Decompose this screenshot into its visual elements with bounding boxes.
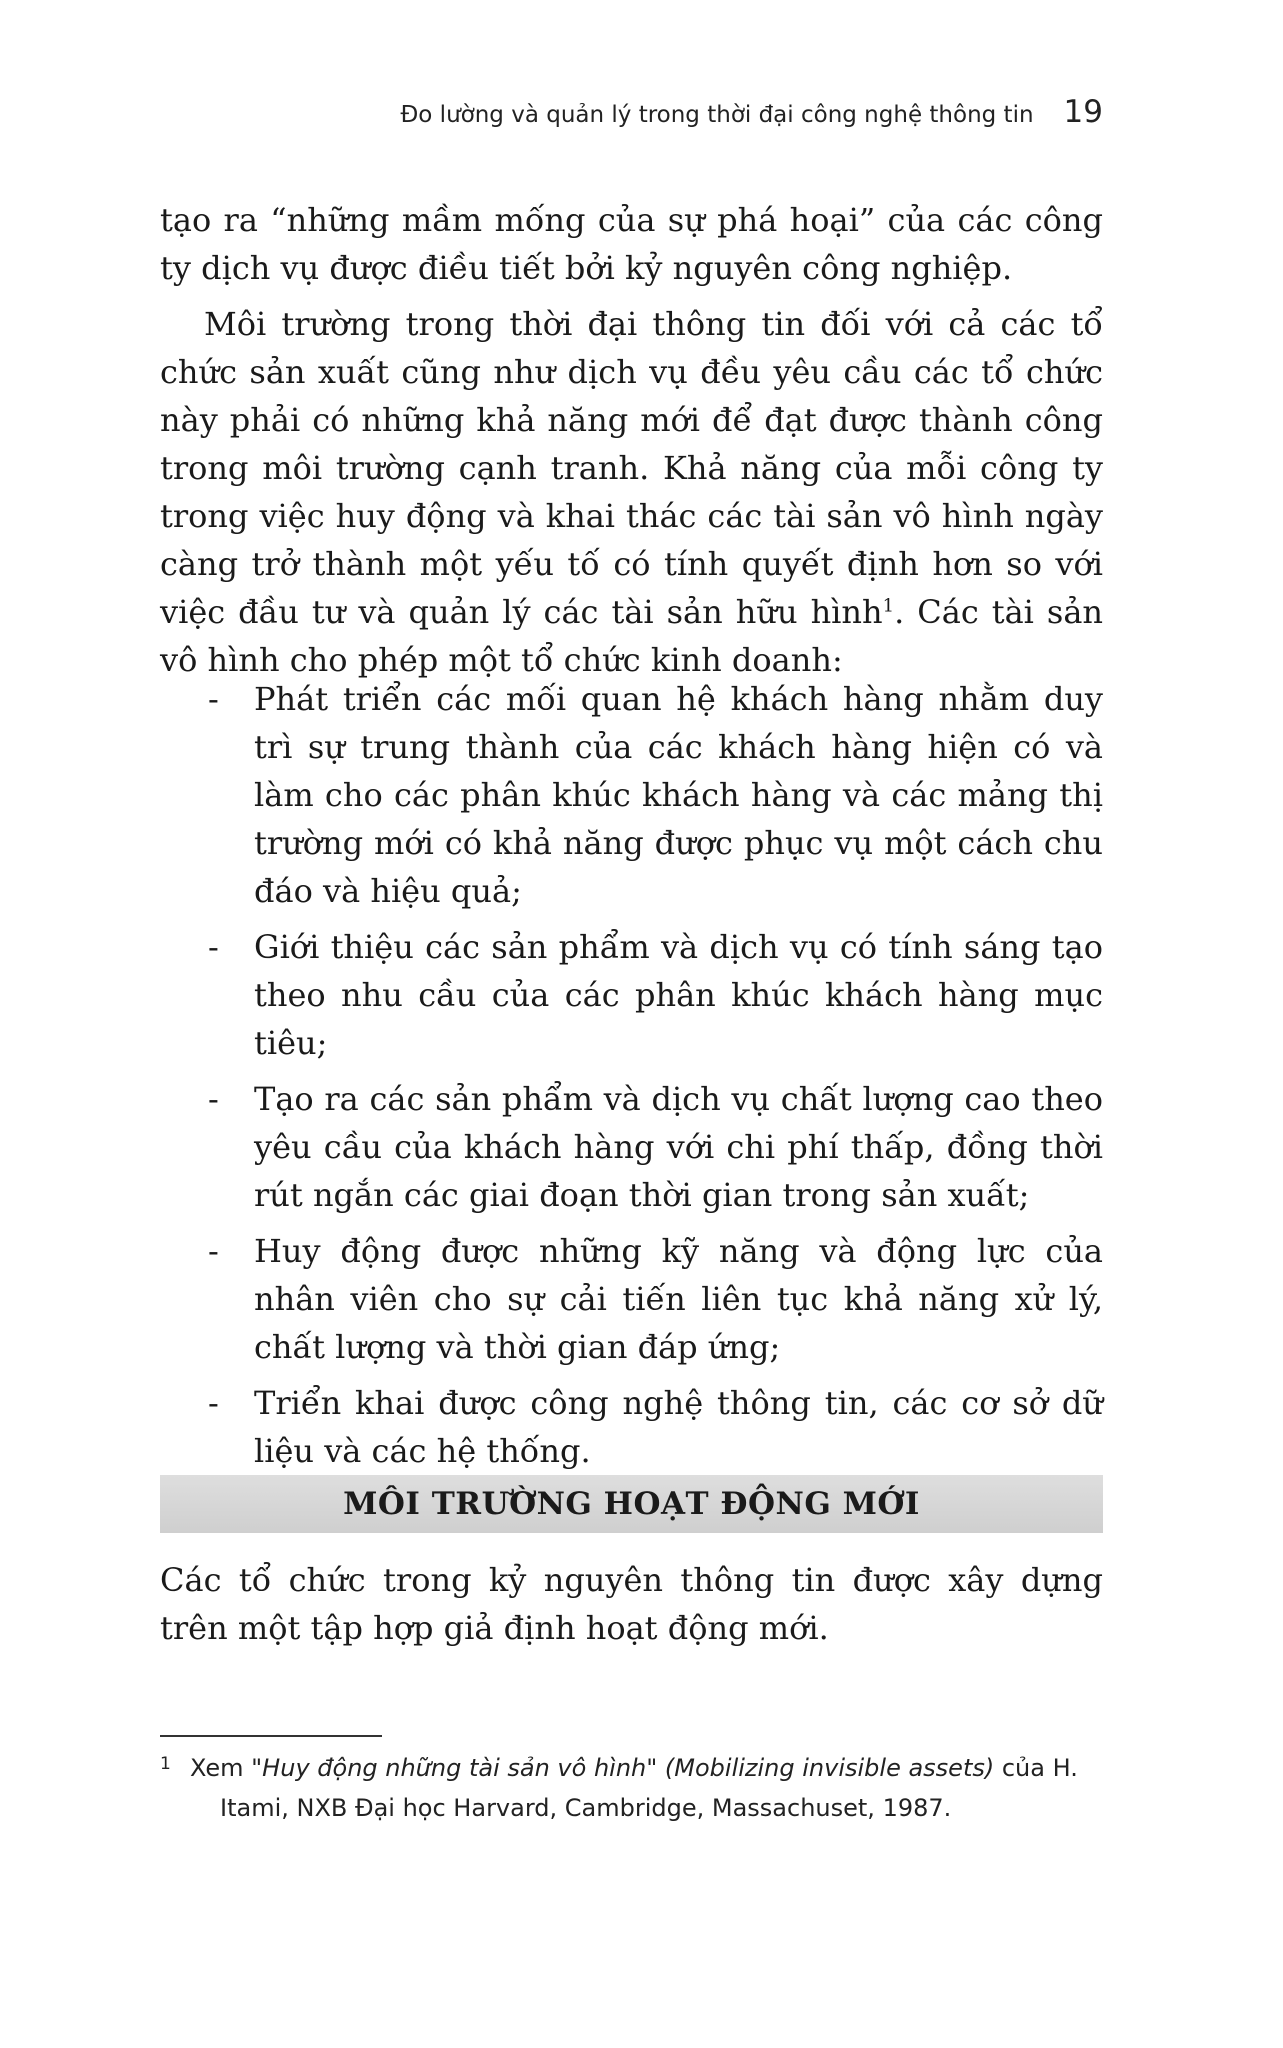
bullet-list (208, 675, 1103, 1483)
list-item-text: Giới thiệu các sản phẩm và dịch vụ có tính sáng tạo theo nhu cầu của các phân khúc khách hàng mục tiêu; (254, 928, 1103, 1062)
list-item (208, 1379, 1103, 1475)
section-heading-bar (160, 1475, 1103, 1533)
list-item (208, 675, 1103, 915)
list-item-text: Tạo ra các sản phẩm và dịch vụ chất lượng cao theo yêu cầu của khách hàng với chi phí thấp, đồng thời rút ngắn các giai đoạn thời gian trong sản xuất; (254, 1080, 1103, 1214)
page-number: 19 (1063, 94, 1103, 130)
list-item-text: Triển khai được công nghệ thông tin, các cơ sở dữ liệu và các hệ thống. (254, 1384, 1103, 1470)
list-item (208, 1227, 1103, 1371)
footnote-divider (160, 1735, 382, 1737)
bullet-dash: - (208, 1384, 219, 1422)
footnote-prefix: Xem (190, 1754, 252, 1782)
footnote (160, 1748, 1103, 1828)
paragraph-main-text: Môi trường trong thời đại thông tin đối với cả các tổ chức sản xuất cũng như dịch vụ đều yêu cầu các tổ chức này phải có những khả năng mới để đạt được thành công trong môi trường cạnh tranh. Khả năng của mỗi công ty trong việc huy động và khai thác các tài sản vô hình ngày càng trở thành một yếu tố có tính quyết định hơn so với việc đầu tư và quản lý các tài sản hữu hình (160, 305, 1103, 631)
running-header-title: Đo lường và quản lý trong thời đại công nghệ thông tin (400, 102, 1034, 128)
paragraph-continuation: tạo ra “những mầm mống của sự phá hoại” của các công ty dịch vụ được điều tiết bởi kỷ nguyên công nghiệp. (160, 201, 1103, 287)
list-item-text: Huy động được những kỹ năng và động lực của nhân viên cho sự cải tiến liên tục khả năng xử lý, chất lượng và thời gian đáp ứng; (254, 1232, 1103, 1366)
paragraph-main-text-end: . Các tài sản vô hình cho phép một tổ chức kinh doanh: (160, 593, 1104, 679)
bullet-dash: - (208, 680, 219, 718)
list-item-text: Phát triển các mối quan hệ khách hàng nhằm duy trì sự trung thành của các khách hàng hiện có và làm cho các phân khúc khách hàng và các mảng thị trường mới có khả năng được phục vụ một cách chu đáo và hiệu quả; (254, 680, 1103, 910)
running-header (400, 94, 1103, 130)
bullet-dash: - (208, 1232, 219, 1270)
list-item (208, 923, 1103, 1067)
paragraph-main (160, 300, 1103, 684)
paragraph-after-heading: Các tổ chức trong kỷ nguyên thông tin được xây dựng trên một tập hợp giả định hoạt động mới. (160, 1561, 1103, 1647)
footnote-marker: 1 (160, 1754, 171, 1774)
bullet-dash: - (208, 1080, 219, 1118)
footnote-title: "Huy động những tài sản vô hình" (Mobilizing invisible assets) (251, 1754, 995, 1782)
footnote-text (190, 1748, 1103, 1828)
footnote-reference: 1 (882, 595, 895, 617)
footnote-suffix: của H. Itami, NXB Đại học Harvard, Cambridge, Massachuset, 1987. (220, 1754, 1078, 1822)
section-heading: MÔI TRƯỜNG HOẠT ĐỘNG MỚI (343, 1486, 920, 1522)
list-item (208, 1075, 1103, 1219)
bullet-dash: - (208, 928, 219, 966)
